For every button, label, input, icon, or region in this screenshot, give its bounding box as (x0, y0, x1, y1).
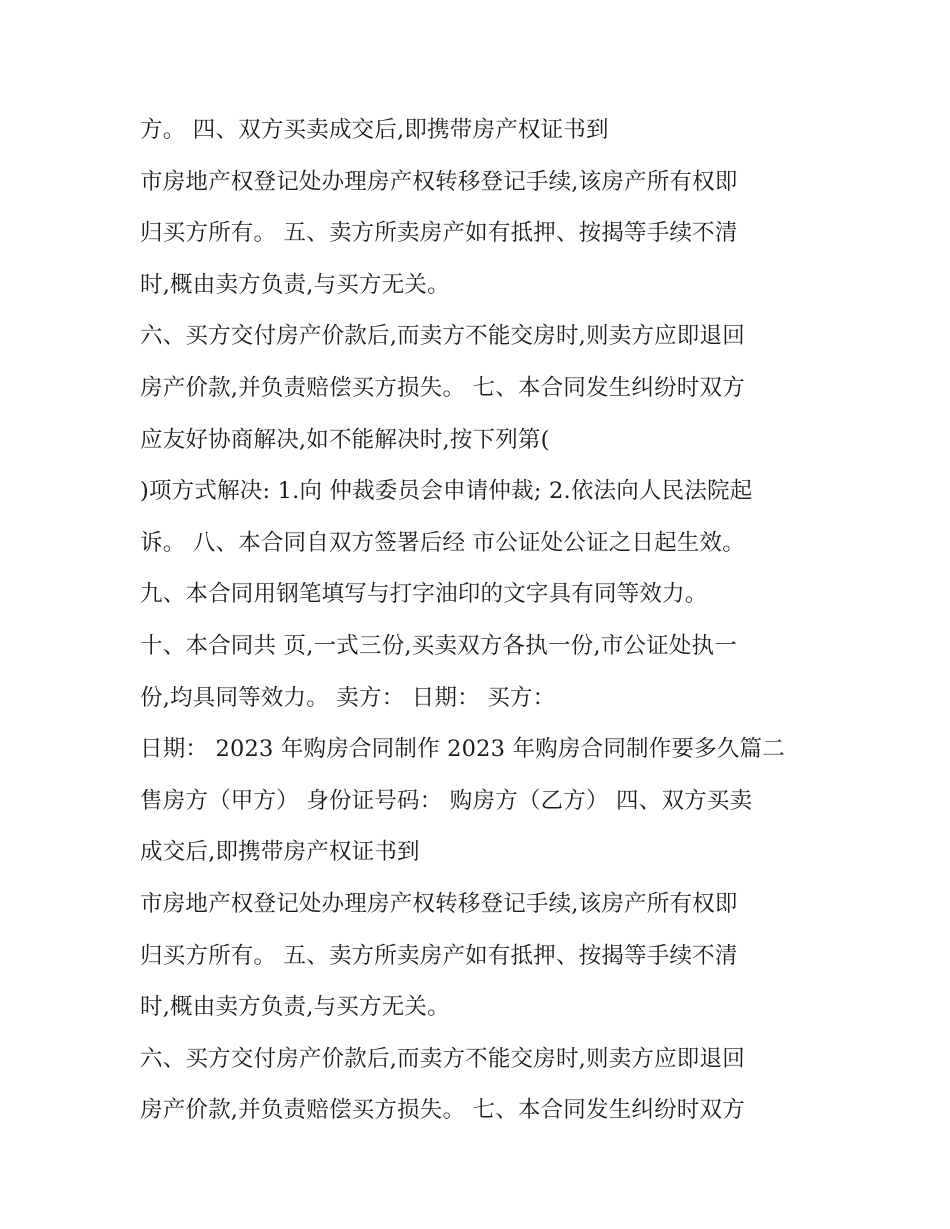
text-line: 日期： 2023 年购房合同制作 2023 年购房合同制作要多久篇二 (140, 736, 785, 763)
text-line: 六、买方交付房产价款后,而卖方不能交房时,则卖方应即退回 (140, 323, 745, 350)
text-line: 方。 四、双方买卖成交后,即携带房产权证书到 (140, 117, 609, 143)
text-line: 成交后,即携带房产权证书到 (140, 839, 420, 866)
text-line: 应友好协商解决,如不能解决时,按下列第( (140, 426, 550, 453)
text-line: 归买方所有。 五、卖方所卖房产如有抵押、按揭等手续不清 (140, 220, 738, 247)
text-line: 市房地产权登记处办理房产权转移登记手续,该房产所有权即 (140, 168, 738, 195)
text-line: 六、买方交付房产价款后,而卖方不能交房时,则卖方应即退回 (140, 1045, 745, 1072)
text-line: 售房方（甲方） 身份证号码： 购房方（乙方） 四、双方买卖 (140, 787, 753, 814)
text-line: )项方式解决: 1.向 仲裁委员会申请仲裁; 2.依法向人民法院起 (140, 478, 753, 505)
text-line: 房产价款,并负责赔偿买方损失。 七、本合同发生纠纷时双方 (140, 1097, 745, 1124)
text-line: 份,均具同等效力。 卖方： 日期： 买方： (140, 684, 556, 711)
text-line: 九、本合同用钢笔填写与打字油印的文字具有同等效力。 (140, 581, 708, 608)
text-line: 时,概由卖方负责,与买方无关。 (140, 994, 450, 1021)
text-line: 诉。 八、本合同自双方签署后经 市公证处公证之日起生效。 (140, 529, 745, 556)
document-body (140, 105, 840, 1137)
text-line: 市房地产权登记处办理房产权转移登记手续,该房产所有权即 (140, 890, 738, 917)
text-line: 归买方所有。 五、卖方所卖房产如有抵押、按揭等手续不清 (140, 942, 738, 969)
text-line: 十、本合同共 页,一式三份,买卖双方各执一份,市公证处执一 (140, 632, 737, 659)
text-line: 房产价款,并负责赔偿买方损失。 七、本合同发生纠纷时双方 (140, 374, 745, 401)
text-line: 时,概由卖方负责,与买方无关。 (140, 271, 450, 298)
